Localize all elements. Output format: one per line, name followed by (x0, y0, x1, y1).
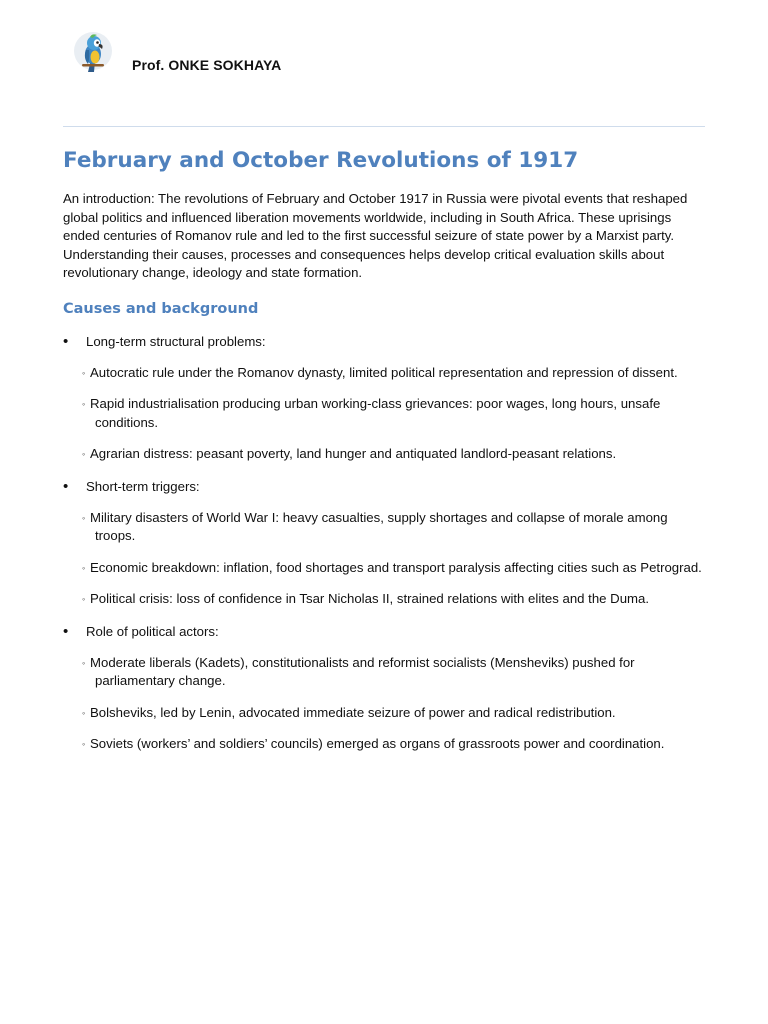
sub-bullet-text: Bolsheviks, led by Lenin, advocated immediate seizure of power and radical redistribution. (90, 704, 616, 720)
sub-bullet-item (63, 445, 708, 464)
bullet-dot-icon: • (63, 622, 69, 640)
bullet-group-short-term (63, 478, 708, 609)
parrot-logo-icon (72, 30, 114, 74)
bullet-label: Role of political actors: (86, 623, 219, 639)
bullet-dot-icon: • (63, 332, 69, 350)
sub-bullet-marker-icon: ◦ (82, 512, 86, 523)
sub-bullet-text: Agrarian distress: peasant poverty, land hunger and antiquated landlord-peasant relations. (90, 446, 617, 462)
bullet-item (63, 333, 708, 351)
bullet-label: Short-term triggers: (86, 478, 200, 494)
author-name: Prof. ONKE SOKHAYA (132, 57, 282, 73)
sub-bullet-text: Rapid industrialisation producing urban working-class grievances: poor wages, long hours, unsafe conditions. (90, 396, 661, 430)
sub-bullet-marker-icon: ◦ (82, 594, 86, 605)
sub-bullet-item (63, 364, 708, 383)
page-title: February and October Revolutions of 1917 (63, 148, 579, 173)
sub-bullet-marker-icon: ◦ (82, 367, 86, 378)
sub-bullet-text: Military disasters of World War I: heavy casualties, supply shortages and collapse of morale among troops. (90, 509, 668, 544)
sub-bullet-marker-icon: ◦ (82, 562, 86, 573)
bullet-group-long-term (63, 333, 708, 464)
section-heading: Causes and background (63, 300, 259, 317)
sub-bullet-item (63, 559, 708, 578)
sub-bullet-text: Political crisis: loss of confidence in Tsar Nicholas II, strained relations with elites and the Duma. (90, 591, 650, 607)
header-divider (63, 126, 705, 127)
sub-bullet-marker-icon: ◦ (82, 449, 86, 460)
sub-bullet-text: Autocratic rule under the Romanov dynasty, limited political representation and repression of dissent. (90, 364, 678, 380)
document-body (63, 146, 708, 754)
bullet-item (63, 623, 708, 641)
sub-bullet-item (63, 509, 708, 546)
sub-bullet-text: Economic breakdown: inflation, food shortages and transport paralysis affecting cities such as Petrograd. (90, 559, 702, 575)
sub-bullet-marker-icon: ◦ (82, 657, 86, 668)
sub-bullet-text: Soviets (workers’ and soldiers’ councils) emerged as organs of grassroots power and coordination. (90, 736, 665, 752)
bullet-item (63, 478, 708, 496)
sub-bullet-item (63, 395, 708, 432)
bullet-label: Long-term structural problems: (86, 333, 266, 349)
sub-bullet-item (63, 704, 708, 723)
sub-bullet-item (63, 654, 708, 691)
document-header (72, 30, 712, 90)
intro-paragraph: An introduction: The revolutions of February and October 1917 in Russia were pivotal events that reshaped global politics and influenced liberation movements worldwide, including in South Africa. These uprisings ended centuries of Romanov rule and led to the first successful seizure of state power by a Marxist party. Understanding their causes, processes and consequences helps develop critical evaluation skills about revolutionary change, ideology and state formation. (63, 191, 688, 281)
sub-bullet-text: Moderate liberals (Kadets), constitutionalists and reformist socialists (Mensheviks) pushed for parliamentary change. (90, 654, 635, 689)
bullet-group-political-actors (63, 623, 708, 754)
bullet-dot-icon: • (63, 477, 69, 495)
sub-bullet-item (63, 735, 708, 754)
sub-bullet-marker-icon: ◦ (82, 739, 86, 750)
sub-bullet-marker-icon: ◦ (82, 707, 86, 718)
sub-bullet-item (63, 590, 708, 609)
sub-bullet-marker-icon: ◦ (82, 399, 86, 410)
